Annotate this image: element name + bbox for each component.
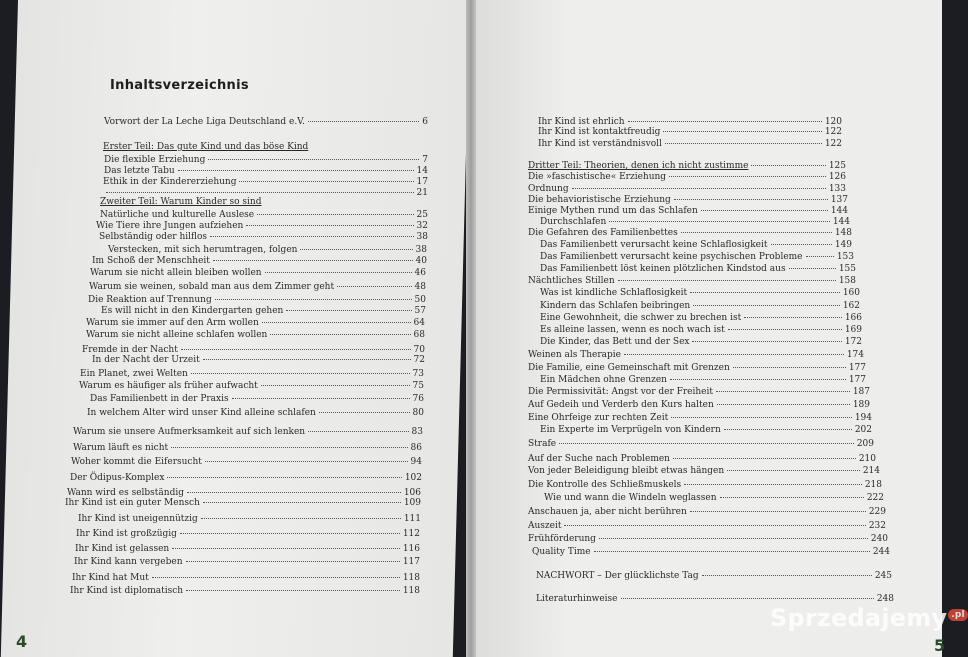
toc-entry-page: 166 [844, 313, 862, 323]
toc-entry-title: Wie und wann die Windeln weglassen [544, 493, 717, 503]
toc-entry-page: 14 [416, 166, 428, 176]
toc-entry-title: In welchem Alter wird unser Kind alleine schlafen [87, 408, 316, 418]
toc-title: Inhaltsverzeichnis [110, 78, 249, 93]
toc-dot-leader [674, 199, 828, 200]
toc-dot-leader [594, 551, 870, 552]
toc-entry-page: 120 [824, 117, 842, 127]
toc-entry-title: Weinen als Therapie [528, 350, 621, 360]
toc-entry-page: 86 [410, 443, 422, 453]
toc-entry-title: Anschauen ja, aber nicht berühren [528, 507, 687, 517]
toc-entry-title: Wann wird es selbständig [67, 488, 184, 498]
toc-dot-leader [720, 497, 864, 498]
toc-dot-leader [724, 429, 852, 430]
toc-dot-leader [572, 188, 826, 189]
toc-entry-page: 172 [844, 337, 862, 347]
toc-entry-title: Das Familienbett verursacht keine psychischen Probleme [540, 252, 803, 262]
toc-entry-title: Das Familienbett löst keinen plötzlichen Kindstod aus [540, 264, 786, 274]
toc-entry-title: Fremde in der Nacht [82, 345, 178, 355]
toc-entry [540, 241, 852, 250]
toc-entry-title: Frühförderung [528, 534, 596, 544]
toc-entry-page: 72 [413, 355, 425, 365]
toc-entry [528, 207, 848, 216]
toc-dot-leader [621, 598, 874, 599]
toc-entry [538, 140, 842, 149]
toc-entry [528, 401, 870, 410]
toc-entry-title: Ihr Kind ist großzügig [76, 529, 177, 539]
toc-entry [536, 595, 894, 604]
toc-entry-title: Der Ödipus-Komplex [70, 473, 165, 483]
toc-entry-page: 21 [416, 188, 428, 198]
toc-entry-page: 76 [412, 394, 424, 404]
toc-dot-leader [670, 379, 846, 380]
toc-entry-page: 112 [402, 529, 420, 539]
toc-entry-title: Warum sie weinen, sobald man aus dem Zimmer geht [89, 282, 335, 292]
toc-entry-page: 174 [846, 350, 864, 360]
toc-dot-leader [727, 470, 860, 471]
toc-entry-page: 48 [414, 282, 426, 292]
toc-entry-title: Durchschlafen [540, 217, 607, 227]
toc-entry [540, 289, 860, 298]
toc-dot-leader [665, 143, 822, 144]
toc-entry-page: 189 [852, 400, 870, 410]
toc-entry-page: 149 [834, 240, 852, 250]
page-number-right: 5 [934, 636, 946, 655]
toc-entry-page: 202 [854, 425, 872, 435]
toc-entry-page: 153 [836, 252, 854, 262]
toc-entry-title: Erster Teil: Das gute Kind und das böse Kind [103, 142, 309, 152]
toc-entry-title: Warum sie unsere Aufmerksamkeit auf sich lenken [73, 427, 306, 437]
toc-dot-leader [564, 525, 865, 526]
toc-entry-page: 187 [852, 387, 870, 397]
toc-entry [540, 326, 862, 335]
toc-entry-title: Das Familienbett in der Praxis [90, 394, 229, 404]
toc-entry-page: 38 [416, 232, 428, 242]
toc-entry-title: Wie Tiere ihre Jungen aufziehen [96, 221, 244, 231]
toc-dot-leader [716, 391, 850, 392]
toc-entry-title: Literaturhinweise [536, 594, 618, 604]
toc-entry-title: Auf Gedeih und Verderb den Kurs halten [528, 400, 714, 410]
toc-entry-page: 229 [868, 507, 886, 517]
toc-entry-page: 177 [848, 375, 866, 385]
toc-entry-title: Ein Planet, zwei Welten [80, 369, 188, 379]
toc-dot-leader [806, 256, 834, 257]
toc-entry [528, 481, 882, 490]
toc-entry-title: Verstecken, mit sich herumtragen, folgen [108, 245, 298, 255]
toc-entry-page: 46 [414, 268, 426, 278]
toc-entry-page: 94 [410, 457, 422, 467]
toc-entry [528, 388, 870, 397]
toc-entry-title: Warum sie nicht alleine schlafen wollen [86, 330, 268, 340]
toc-entry-page: 209 [856, 439, 874, 449]
toc-entry [528, 467, 880, 476]
toc-entry-title: Auszeit [528, 521, 562, 531]
toc-entry [528, 173, 846, 182]
toc-entry-title: Es will nicht in den Kindergarten gehen [101, 306, 284, 316]
toc-entry [528, 414, 872, 423]
toc-entry-page: 248 [876, 594, 894, 604]
toc-entry-title: Warum sie immer auf den Arm wollen [86, 318, 259, 328]
toc-entry-page: 25 [416, 210, 428, 220]
toc-entry-title: Von jeder Beleidigung bleibt etwas hängen [528, 466, 725, 476]
toc-entry-title: Kindern das Schlafen beibringen [540, 301, 691, 311]
toc-entry [540, 218, 850, 227]
toc-entry-page: 64 [413, 318, 425, 328]
toc-entry-page: 133 [828, 184, 846, 194]
toc-entry-title: Die Gefahren des Familienbettes [528, 228, 678, 238]
toc-entry-title: Warum es häufiger als früher aufwacht [79, 381, 258, 391]
toc-entry [528, 277, 856, 286]
toc-entry-title: Warum läuft es nicht [73, 443, 169, 453]
toc-entry-title: Ihr Kind ist ein guter Mensch [65, 498, 200, 508]
toc-entry-page: 214 [862, 466, 880, 476]
toc-dot-leader [771, 244, 832, 245]
toc-entry-page: 106 [403, 488, 421, 498]
toc-entry-page: 6 [422, 117, 428, 127]
toc-entry-page: 137 [830, 195, 848, 205]
toc-entry [528, 351, 864, 360]
toc-entry-title: Ihr Kind hat Mut [72, 573, 149, 583]
toc-entry-page: 38 [415, 245, 427, 255]
watermark-suffix: .pl [948, 609, 968, 621]
toc-entry [532, 548, 890, 557]
toc-entry-page: 118 [402, 586, 420, 596]
toc-entry-page: 210 [858, 454, 876, 464]
toc-entry-page: 148 [834, 228, 852, 238]
toc-entry-title: Zweiter Teil: Warum Kinder so sind [100, 197, 262, 207]
toc-dot-leader [663, 131, 821, 132]
toc-dot-leader [701, 210, 828, 211]
toc-entry [540, 302, 860, 311]
toc-entry-title: Die »faschistische« Erziehung [528, 172, 667, 182]
page-number-left: 4 [16, 632, 28, 651]
toc-dot-leader [717, 404, 850, 405]
toc-entry-page: 177 [848, 363, 866, 373]
toc-entry-page: 144 [832, 217, 850, 227]
toc-dot-leader [673, 458, 856, 459]
toc-entry-title: Die Familie, eine Gemeinschaft mit Grenzen [528, 363, 730, 373]
watermark-logo [770, 604, 968, 632]
toc-entry-title: Die behavioristische Erziehung [528, 195, 671, 205]
toc-entry-title: Quality Time [532, 547, 591, 557]
toc-entry-title: In der Nacht der Urzeit [92, 355, 200, 365]
toc-entry-title: Das letzte Tabu [104, 166, 175, 176]
toc-entry-title: Ordnung [528, 184, 569, 194]
toc-entry [540, 376, 866, 385]
toc-entry-title: Ethik in der Kindererziehung [103, 177, 237, 187]
toc-entry-page: 75 [412, 381, 424, 391]
toc-entry [540, 253, 854, 262]
toc-dot-leader [628, 121, 822, 122]
toc-entry-page: 111 [403, 514, 421, 524]
toc-entry-page: 70 [413, 345, 425, 355]
toc-entry-page: 232 [868, 521, 886, 531]
toc-entry-page: 162 [842, 301, 860, 311]
toc-dot-leader [559, 443, 854, 444]
toc-entry-page: 122 [824, 127, 842, 137]
toc-entry [538, 118, 842, 127]
toc-entry-title: Eine Gewohnheit, die schwer zu brechen ist [540, 313, 742, 323]
toc-entry [528, 440, 874, 449]
toc-dot-leader [681, 232, 832, 233]
toc-entry-page: 83 [411, 427, 423, 437]
toc-entry-page: 126 [828, 172, 846, 182]
toc-entry [540, 265, 856, 274]
toc-entry-title: Strafe [528, 439, 557, 449]
toc-entry-title: Die flexible Erziehung [104, 155, 206, 165]
toc-entry-title: Ihr Kind ist verständnisvoll [538, 139, 662, 149]
toc-entry-page: 240 [870, 534, 888, 544]
toc-entry-title: Eine Ohrfeige zur rechten Zeit [528, 413, 669, 423]
toc-entry [528, 185, 846, 194]
toc-dot-leader [690, 292, 840, 293]
toc-dot-leader [702, 575, 872, 576]
toc-entry-page: 40 [415, 256, 427, 266]
toc-entry-title: Auf der Suche nach Problemen [528, 454, 670, 464]
toc-entry [528, 455, 876, 464]
toc-entry-title: Dritter Teil: Theorien, denen ich nicht zustimme [528, 161, 749, 171]
toc-dot-leader [789, 268, 836, 269]
toc-dot-leader [751, 165, 825, 166]
toc-entry [528, 535, 888, 544]
toc-entry-page: 122 [824, 139, 842, 149]
toc-entry-page: 73 [412, 369, 424, 379]
toc-entry-page: 155 [838, 264, 856, 274]
toc-entry-title: Ihr Kind ist gelassen [75, 544, 170, 554]
toc-entry-title: Ihr Kind ist ehrlich [538, 117, 625, 127]
toc-entry-title: Die Permissivität: Angst vor der Freiheit [528, 387, 713, 397]
toc-dot-leader [692, 341, 841, 342]
toc-dot-leader [693, 305, 840, 306]
toc-entry-title: Selbständig oder hilflos [99, 232, 208, 242]
toc-dot-leader [733, 367, 846, 368]
toc-entry-title: Die Reaktion auf Trennung [88, 295, 212, 305]
toc-entry-page: 194 [854, 413, 872, 423]
toc-dot-leader [599, 538, 868, 539]
toc-entry-page: 7 [422, 155, 428, 165]
toc-entry [528, 196, 848, 205]
toc-entry-title: Vorwort der La Leche Liga Deutschland e.V. [104, 117, 305, 127]
toc-entry-title: Ihr Kind ist diplomatisch [70, 586, 184, 596]
toc-entry [528, 229, 852, 238]
toc-entry-title: Ihr Kind ist kontaktfreudig [538, 127, 661, 137]
toc-entry [544, 494, 884, 503]
toc-entry [540, 426, 872, 435]
toc-entry [540, 338, 862, 347]
toc-entry-page: 158 [838, 276, 856, 286]
toc-entry-page: 116 [402, 544, 420, 554]
toc-entry-title: Was ist kindliche Schlaflosigkeit [540, 288, 688, 298]
toc-entry-page: 244 [872, 547, 890, 557]
toc-entry [528, 522, 886, 531]
toc-dot-leader [609, 221, 830, 222]
toc-dot-leader [684, 484, 862, 485]
toc-entry-page: 169 [844, 325, 862, 335]
toc-entry-page: 160 [842, 288, 860, 298]
watermark-text: Sprzedajemy [770, 604, 948, 632]
toc-entry-page: 32 [416, 221, 428, 231]
toc-entry-title: Ihr Kind kann vergeben [74, 557, 183, 567]
toc-dot-leader [618, 280, 836, 281]
toc-dot-leader [744, 317, 842, 318]
toc-entry-page: 109 [403, 498, 421, 508]
toc-entry-page: 17 [416, 177, 428, 187]
toc-entry-page: 222 [866, 493, 884, 503]
toc-dot-leader [728, 329, 842, 330]
toc-entry [528, 162, 846, 171]
toc-entry-title: Die Kinder, das Bett und der Sex [540, 337, 690, 347]
toc-entry-title: Die Kontrolle des Schließmuskels [528, 480, 682, 490]
toc-entry-page: 50 [414, 295, 426, 305]
toc-entry-title: Warum sie nicht allein bleiben wollen [90, 268, 262, 278]
toc-entry-title: Nächtliches Stillen [528, 276, 615, 286]
toc-entry-page: 57 [414, 306, 426, 316]
toc-entry [528, 508, 886, 517]
toc-entry-page: 102 [404, 473, 422, 483]
toc-entry-title: Das Familienbett verursacht keine Schlaflosigkeit [540, 240, 768, 250]
toc-entry-page: 218 [864, 480, 882, 490]
toc-dot-leader [624, 354, 844, 355]
toc-dot-leader [690, 511, 866, 512]
toc-entry-title: Einige Mythen rund um das Schlafen [528, 206, 698, 216]
toc-entry-page: 117 [402, 557, 420, 567]
toc-entry-page: 144 [830, 206, 848, 216]
toc-entry-page: 245 [874, 571, 892, 581]
toc-entry-page: 68 [413, 330, 425, 340]
toc-entry [540, 314, 862, 323]
toc-entry-title: Im Schoß der Menschheit [92, 256, 210, 266]
toc-entry-title: Natürliche und kulturelle Auslese [100, 210, 255, 220]
toc-dot-leader [671, 417, 852, 418]
toc-entry-page: 125 [828, 161, 846, 171]
toc-entry [536, 572, 892, 581]
toc-entry-title: Ein Experte im Verprügeln von Kindern [540, 425, 721, 435]
toc-entry [528, 364, 866, 373]
toc-entry-title: Ihr Kind ist uneigennützig [78, 514, 198, 524]
toc-entry-page: 80 [412, 408, 424, 418]
toc-entry-title: Ein Mädchen ohne Grenzen [540, 375, 667, 385]
toc-entry-title: Woher kommt die Eifersucht [71, 457, 202, 467]
toc-entry-title: Es alleine lassen, wenn es noch wach ist [540, 325, 725, 335]
toc-dot-leader [669, 176, 826, 177]
toc-entry-page: 118 [402, 573, 420, 583]
toc-entry [538, 128, 842, 137]
toc-entry-title: NACHWORT – Der glücklichste Tag [536, 571, 699, 581]
